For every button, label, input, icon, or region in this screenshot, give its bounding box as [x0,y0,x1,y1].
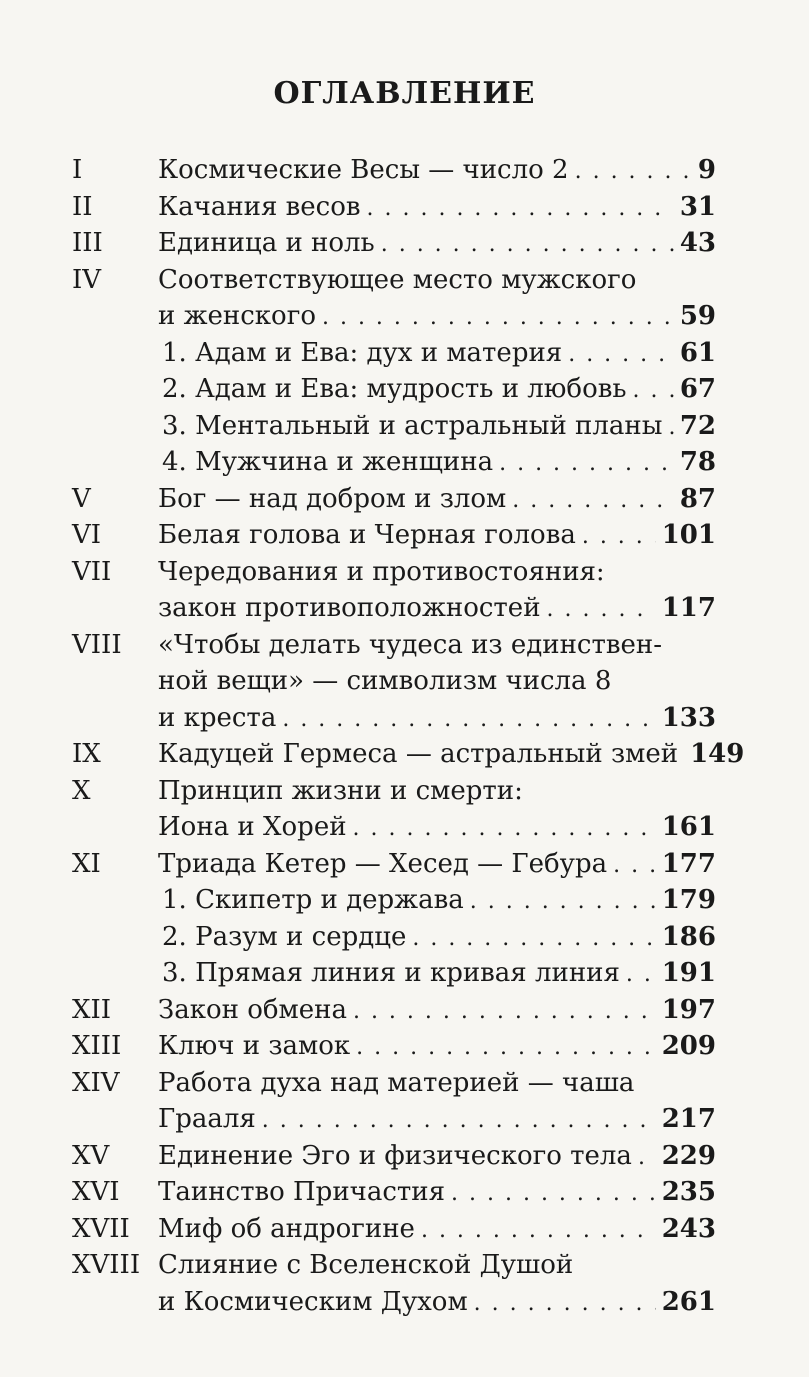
toc-entry[interactable] [158,1141,716,1173]
chapter-number: XVIII [72,1250,141,1280]
toc-subentry[interactable] [162,885,716,917]
page-number: 186 [661,921,716,952]
chapter-number: XV [72,1140,110,1171]
chapter-number: II [72,191,93,222]
entry-title: Грааля [158,1104,256,1134]
toc-entry[interactable] [158,812,716,844]
page-number: 87 [679,483,716,514]
chapter-number: I [72,155,83,185]
dot-leader [322,303,674,333]
dot-leader [613,851,656,881]
dot-leader [381,230,674,260]
page-number: 78 [679,447,716,477]
toc-subentry[interactable] [162,338,716,370]
dot-leader [470,887,656,917]
dot-leader [512,486,674,516]
dot-leader [575,157,692,187]
entry-title-line: ной вещи» — символизм числа 8 [158,666,612,696]
chapter-number: VI [72,520,102,550]
dot-leader [568,340,674,370]
entry-title: 2. Разум и сердце [162,921,407,952]
entry-title: Ключ и замок [158,1031,351,1061]
entry-title: и женского [158,301,316,331]
toc-entry[interactable] [158,1287,716,1319]
page-number: 59 [679,301,716,331]
page-number: 217 [661,1104,716,1134]
dot-leader [367,194,674,224]
page-number: 261 [661,1286,716,1317]
entry-title: и креста [158,702,277,733]
toc-entry[interactable] [158,301,716,333]
page-number: 9 [697,155,716,185]
entry-title-line: «Чтобы делать чудеса из единствен- [158,629,662,660]
entry-title: закон противоположностей [158,593,541,623]
chapter-number: III [72,228,103,258]
toc-entry[interactable] [158,520,716,552]
chapter-number: IX [72,739,101,769]
toc-subentry[interactable] [162,447,716,479]
page-number: 67 [679,374,716,404]
chapter-number: XIII [72,1031,122,1061]
entry-title-line: Соответствующее место мужского [158,264,637,295]
entry-title: 1. Скипетр и держава [162,885,464,915]
entry-title-line: Работа духа над материей — чаша [158,1067,635,1098]
toc-subentry[interactable] [162,922,716,954]
page-number: 161 [661,812,716,842]
toc-entry[interactable] [158,1031,716,1063]
page-number: 191 [661,958,716,988]
entry-title: Единение Эго и физического тела [158,1140,632,1171]
toc-subentry[interactable] [162,958,716,990]
dot-leader [451,1179,656,1209]
entry-title-line: Чередования и противостояния: [158,556,605,587]
entry-title: Иона и Хорей [158,812,347,842]
chapter-number: XII [72,994,112,1025]
page-number: 117 [661,593,716,623]
toc-entry[interactable] [158,228,716,260]
dot-leader [582,522,656,552]
toc-entry[interactable] [158,849,716,881]
toc-entry[interactable] [158,192,716,224]
dot-leader [282,705,655,735]
toc-entry[interactable] [158,593,716,625]
page-number: 133 [661,702,716,733]
dot-leader [262,1106,656,1136]
page-number: 243 [661,1213,716,1244]
entry-title: Белая голова и Черная голова [158,520,576,550]
entry-title: и Космическим Духом [158,1286,468,1317]
toc-entry[interactable] [158,1177,716,1209]
chapter-number: VIII [72,629,122,660]
chapter-number: XI [72,848,101,879]
page-number: 31 [679,191,716,222]
page-number: 209 [661,1031,716,1061]
page-number: 101 [661,520,716,550]
chapter-number: V [72,483,91,514]
dot-leader [356,1033,656,1063]
page-number: 235 [661,1177,716,1207]
chapter-number: VII [72,556,112,587]
chapter-number: XVI [72,1177,120,1207]
entry-title: 2. Адам и Ева: мудрость и любовь [162,374,627,404]
page-number: 61 [679,337,716,368]
toc-entry[interactable] [158,739,745,771]
dot-leader [499,449,674,479]
entry-title: Качания весов [158,191,361,222]
toc-entry[interactable] [158,1214,716,1246]
entry-title: Триада Кетер — Хесед — Гебура [158,848,608,879]
dot-leader [633,376,674,406]
toc-entry[interactable] [158,484,716,516]
entry-title: Миф об андрогине [158,1213,415,1244]
chapter-number: IV [72,264,102,295]
entry-title-line: Принцип жизни и смерти: [158,775,523,806]
entry-title: 1. Адам и Ева: дух и материя [162,337,563,368]
dot-leader [421,1216,656,1246]
entry-title: 3. Прямая линия и кривая линия [162,958,620,988]
page-number: 197 [661,994,716,1025]
chapter-number: X [72,775,91,806]
toc-entry[interactable] [158,155,716,187]
page-number: 179 [661,885,716,915]
chapter-number: XVII [72,1213,130,1244]
entry-title-line: Слияние с Вселенской Душой [158,1250,574,1280]
page-number: 177 [661,848,716,879]
dot-leader [353,814,656,844]
page-number: 43 [679,228,716,258]
page-number: 229 [661,1140,716,1171]
entry-title: 3. Ментальный и астральный планы [162,410,663,441]
toc-entry[interactable] [158,703,716,735]
entry-title: Кадуцей Гермеса — астральный змей [158,739,679,769]
dot-leader [668,413,673,443]
toc-subentry[interactable] [162,374,716,406]
page-number: 72 [679,410,716,441]
entry-title: Таинство Причастия [158,1177,446,1207]
entry-title: Единица и ноль [158,228,375,258]
page-title: ОГЛАВЛЕНИЕ [273,76,536,111]
page-number: 149 [690,739,745,769]
toc-entry[interactable] [158,1104,716,1136]
dot-leader [474,1289,656,1319]
toc-entry[interactable] [158,995,716,1027]
entry-title: Космические Весы — число 2 [158,155,569,185]
entry-title: Закон обмена [158,994,347,1025]
chapter-number: XIV [72,1067,120,1098]
entry-title: 4. Мужчина и женщина [162,447,494,477]
dot-leader [412,924,655,954]
dot-leader [547,595,656,625]
toc-subentry[interactable] [162,411,716,443]
dot-leader [626,960,656,990]
entry-title: Бог — над добром и злом [158,483,507,514]
dot-leader [638,1143,656,1173]
dot-leader [353,997,656,1027]
